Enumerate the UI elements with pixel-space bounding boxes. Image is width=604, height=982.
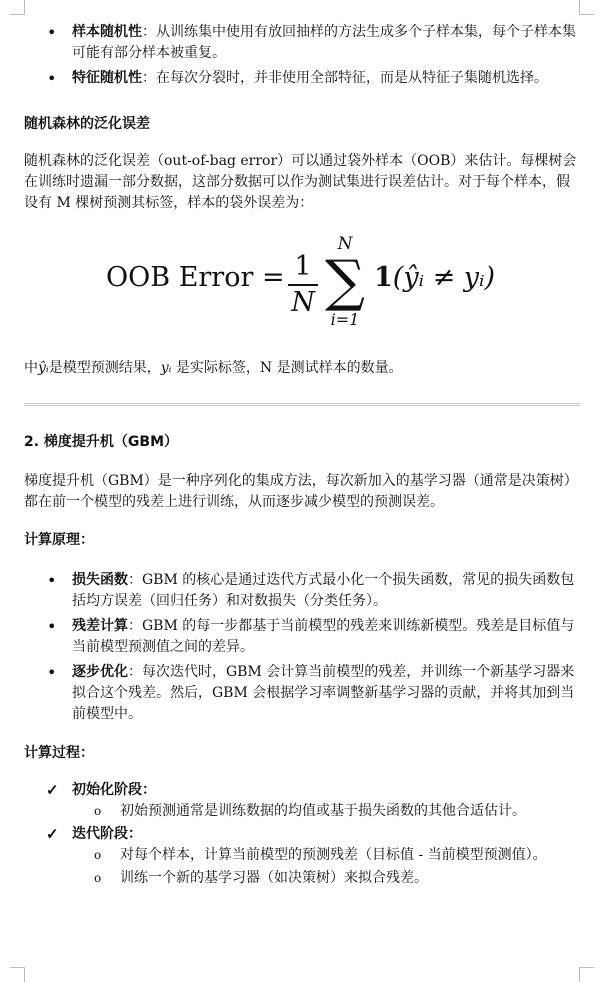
principle-heading: 计算原理： [24, 532, 94, 548]
sub-item: o 训练一个新的基学习器（如决策树）来拟合残差。 [72, 868, 580, 889]
list-item-text: ：每次迭代时，GBM 会计算当前模型的残差，并训练一个新基学习器来拟合这个残差。然后，GBM 会根据学习率调整新基学习器的贡献，并将其加到当前模型中。 [72, 664, 575, 722]
list-item-text: ：GBM 的核心是通过迭代方式最小化一个损失函数，常见的损失函数包括均方误差（回归任务）和对数损失（分类任务）。 [72, 572, 575, 609]
fraction-bar [288, 284, 318, 286]
indicator-symbol: 1 [374, 262, 393, 293]
stage-title: 初始化阶段： [72, 782, 156, 798]
oob-paragraph: 随机森林的泛化误差（out-of-bag error）可以通过袋外样本（OOB）来估计。每棵树会在训练时遗漏一部分数据，这部分数据可以作为测试集进行误差估计。对于每个样本，假设有 M 棵树预测其标签，样本的袋外误差为： [24, 153, 577, 211]
formula-summation [320, 234, 370, 330]
randomness-list [24, 22, 580, 89]
sigma-icon: ∑ [325, 249, 365, 314]
sum-upper-limit: N [337, 234, 353, 254]
crop-mark-bottom-left [10, 967, 25, 982]
list-item-term: 逐步优化 [72, 664, 128, 680]
crop-mark-top-right [579, 0, 594, 15]
process-heading: 计算过程： [24, 745, 94, 761]
sum-lower-limit: i=1 [330, 310, 360, 329]
crop-mark-top-left [10, 0, 25, 15]
list-item-text: ：从训练集中使用有放回抽样的方法生成多个子样本集，每个子样本集可能有部分样本被重复。 [72, 24, 576, 61]
list-item-term: 损失函数 [72, 572, 128, 588]
explanation-prefix: 中 [24, 360, 38, 376]
principle-list [24, 570, 580, 725]
section-heading-gbm: 2. 梯度提升机（GBM） [24, 434, 179, 450]
gbm-intro: 梯度提升机（GBM）是一种序列化的集成方法，每次新加入的基学习器（通常是决策树）都在前一个模型的残差上进行训练，从而逐步减少模型的预测误差。 [24, 473, 578, 510]
stage-title: 迭代阶段： [72, 826, 142, 842]
sub-item: o 对每个样本，计算当前模型的预测残差（目标值 - 当前模型预测值）。 [72, 845, 580, 866]
stage-sublist [72, 801, 580, 822]
explanation-mid: 是模型预测结果， [48, 360, 161, 376]
list-item-term: 样本随机性 [72, 24, 142, 40]
section-heading-oob: 随机森林的泛化误差 [24, 116, 150, 132]
list-item-text: ：GBM 的每一步都基于当前模型的残差来训练新模型。残差是目标值与当前模型预测值之间的差异。 [72, 618, 575, 655]
explanation-rest: 是实际标签，N 是测试样本的数量。 [171, 360, 403, 376]
formula-lhs: OOB Error = [106, 262, 285, 293]
formula-numerator: 1 [294, 251, 312, 282]
list-item-term: 残差计算 [72, 618, 128, 634]
list-item [24, 616, 580, 658]
process-list [24, 780, 580, 889]
formula-fraction [288, 252, 318, 318]
formula-indicator [374, 262, 496, 293]
stage-item [24, 780, 580, 822]
list-item [24, 68, 580, 89]
stage-sublist [72, 845, 580, 889]
formula-explanation [24, 358, 580, 379]
list-item-text: ：在每次分裂时，并非使用全部特征，而是从特征子集随机选择。 [142, 70, 548, 86]
yhat-symbol: ŷᵢ [38, 360, 49, 376]
document-content [24, 22, 580, 891]
y-symbol: yᵢ [160, 360, 172, 376]
stage-item [24, 824, 580, 889]
indicator-argument: (ŷᵢ ≠ yᵢ) [392, 262, 496, 293]
list-item [24, 570, 580, 612]
list-item [24, 22, 580, 64]
crop-mark-bottom-right [579, 967, 594, 982]
oob-formula [24, 234, 580, 344]
list-item [24, 662, 580, 725]
sub-item: o 初始预测通常是训练数据的均值或基于损失函数的其他合适估计。 [72, 801, 580, 822]
list-item-term: 特征随机性 [72, 70, 142, 86]
formula-denominator: N [291, 287, 315, 318]
